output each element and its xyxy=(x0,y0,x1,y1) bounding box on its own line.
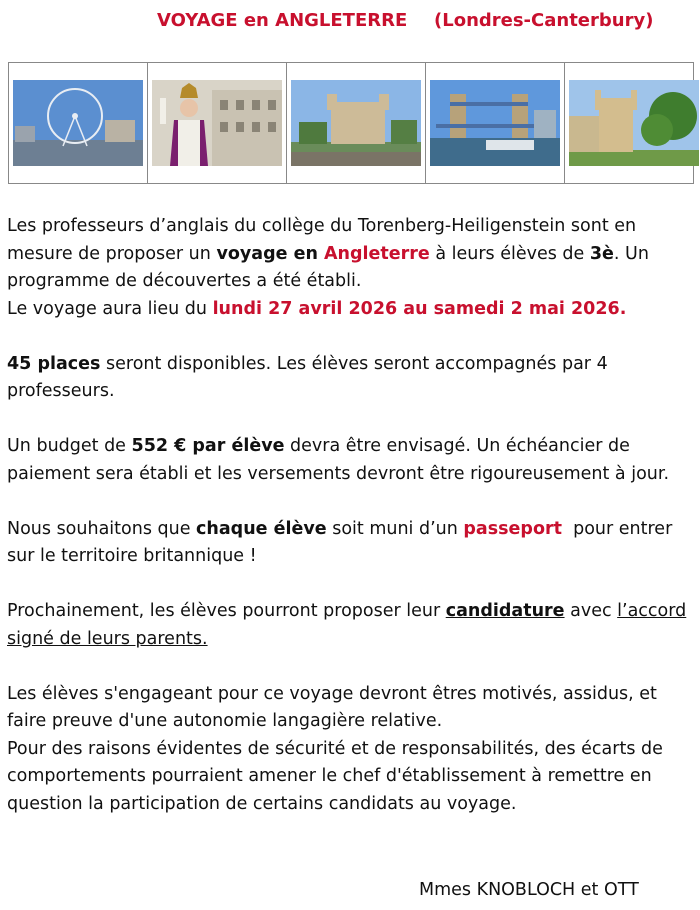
text-level: 3è xyxy=(589,243,614,264)
photo-cell-london-eye xyxy=(9,63,148,183)
text-segment: Nous souhaitons que xyxy=(7,518,197,539)
paragraph-candidature xyxy=(7,598,693,653)
photo-cell-king xyxy=(148,63,287,183)
text-candidature: candidature xyxy=(445,601,565,621)
text-voyage-en: voyage en xyxy=(216,243,324,264)
paragraph-intro xyxy=(7,213,693,296)
photo-cell-bridge xyxy=(426,63,565,183)
canterbury-cathedral-photo xyxy=(569,80,699,166)
text-angleterre: Angleterre xyxy=(324,243,430,264)
text-segment: Les professeurs d’anglais du collège du Torenberg-Heiligenstein sont en mesure de proposer un xyxy=(7,216,637,264)
text-segment: Un budget de xyxy=(7,436,132,456)
king-at-buckingham-palace-photo xyxy=(152,80,282,166)
london-eye-photo xyxy=(13,80,143,166)
text-parent-agreement: l’accord signé de leurs parents. xyxy=(7,601,687,649)
text-segment: seront disponibles. Les élèves seront accompagnés par 4 professeurs. xyxy=(7,353,608,401)
text-segment: pour entrer sur le territoire britannique ! xyxy=(7,518,678,566)
signature: Mmes KNOBLOCH et OTT xyxy=(419,880,639,900)
paragraph-passport xyxy=(7,516,693,571)
photo-cell-tower xyxy=(287,63,426,183)
text-each-student: chaque élève xyxy=(196,518,327,539)
text-budget: 552 € par élève xyxy=(131,436,285,456)
paragraph-commitment: Les élèves s'engageant pour ce voyage devront êtres motivés, assidus, et faire preuve d'une autonomie langagière relative. xyxy=(7,683,657,731)
photo-cell-canterbury xyxy=(565,63,700,183)
title-main: VOYAGE en ANGLETERRE xyxy=(157,10,408,31)
text-segment: soit muni d’un xyxy=(326,518,464,539)
text-places: 45 places xyxy=(7,353,101,374)
text-dates: lundi 27 avril 2026 au samedi 2 mai 2026. xyxy=(212,298,627,319)
paragraph-dates xyxy=(7,296,693,324)
text-segment: devra être envisagé. Un échéancier de paiement sera établi et les versements devront être rigoureusement à jour. xyxy=(7,436,670,484)
paragraph-safety: Pour des raisons évidentes de sécurité et de responsabilités, des écarts de comportements pourraient amener le chef d'établissement à remettre en question la participation de certains candidats au voyage. xyxy=(7,738,663,814)
text-passport: passeport xyxy=(463,518,562,539)
photo-strip xyxy=(8,62,694,184)
tower-bridge-photo xyxy=(430,80,560,166)
text-segment: à leurs élèves de xyxy=(429,243,590,264)
text-segment: . Un programme de découvertes a été établi. xyxy=(7,243,649,291)
tower-of-london-photo xyxy=(291,80,421,166)
body-text xyxy=(7,213,693,818)
title-subtitle: (Londres-Canterbury) xyxy=(434,10,654,31)
paragraph-budget xyxy=(7,433,693,488)
text-segment: Le voyage aura lieu du xyxy=(7,298,213,319)
text-segment: Prochainement, les élèves pourront proposer leur xyxy=(7,601,446,621)
text-segment: avec xyxy=(564,601,618,621)
paragraph-places xyxy=(7,351,693,406)
